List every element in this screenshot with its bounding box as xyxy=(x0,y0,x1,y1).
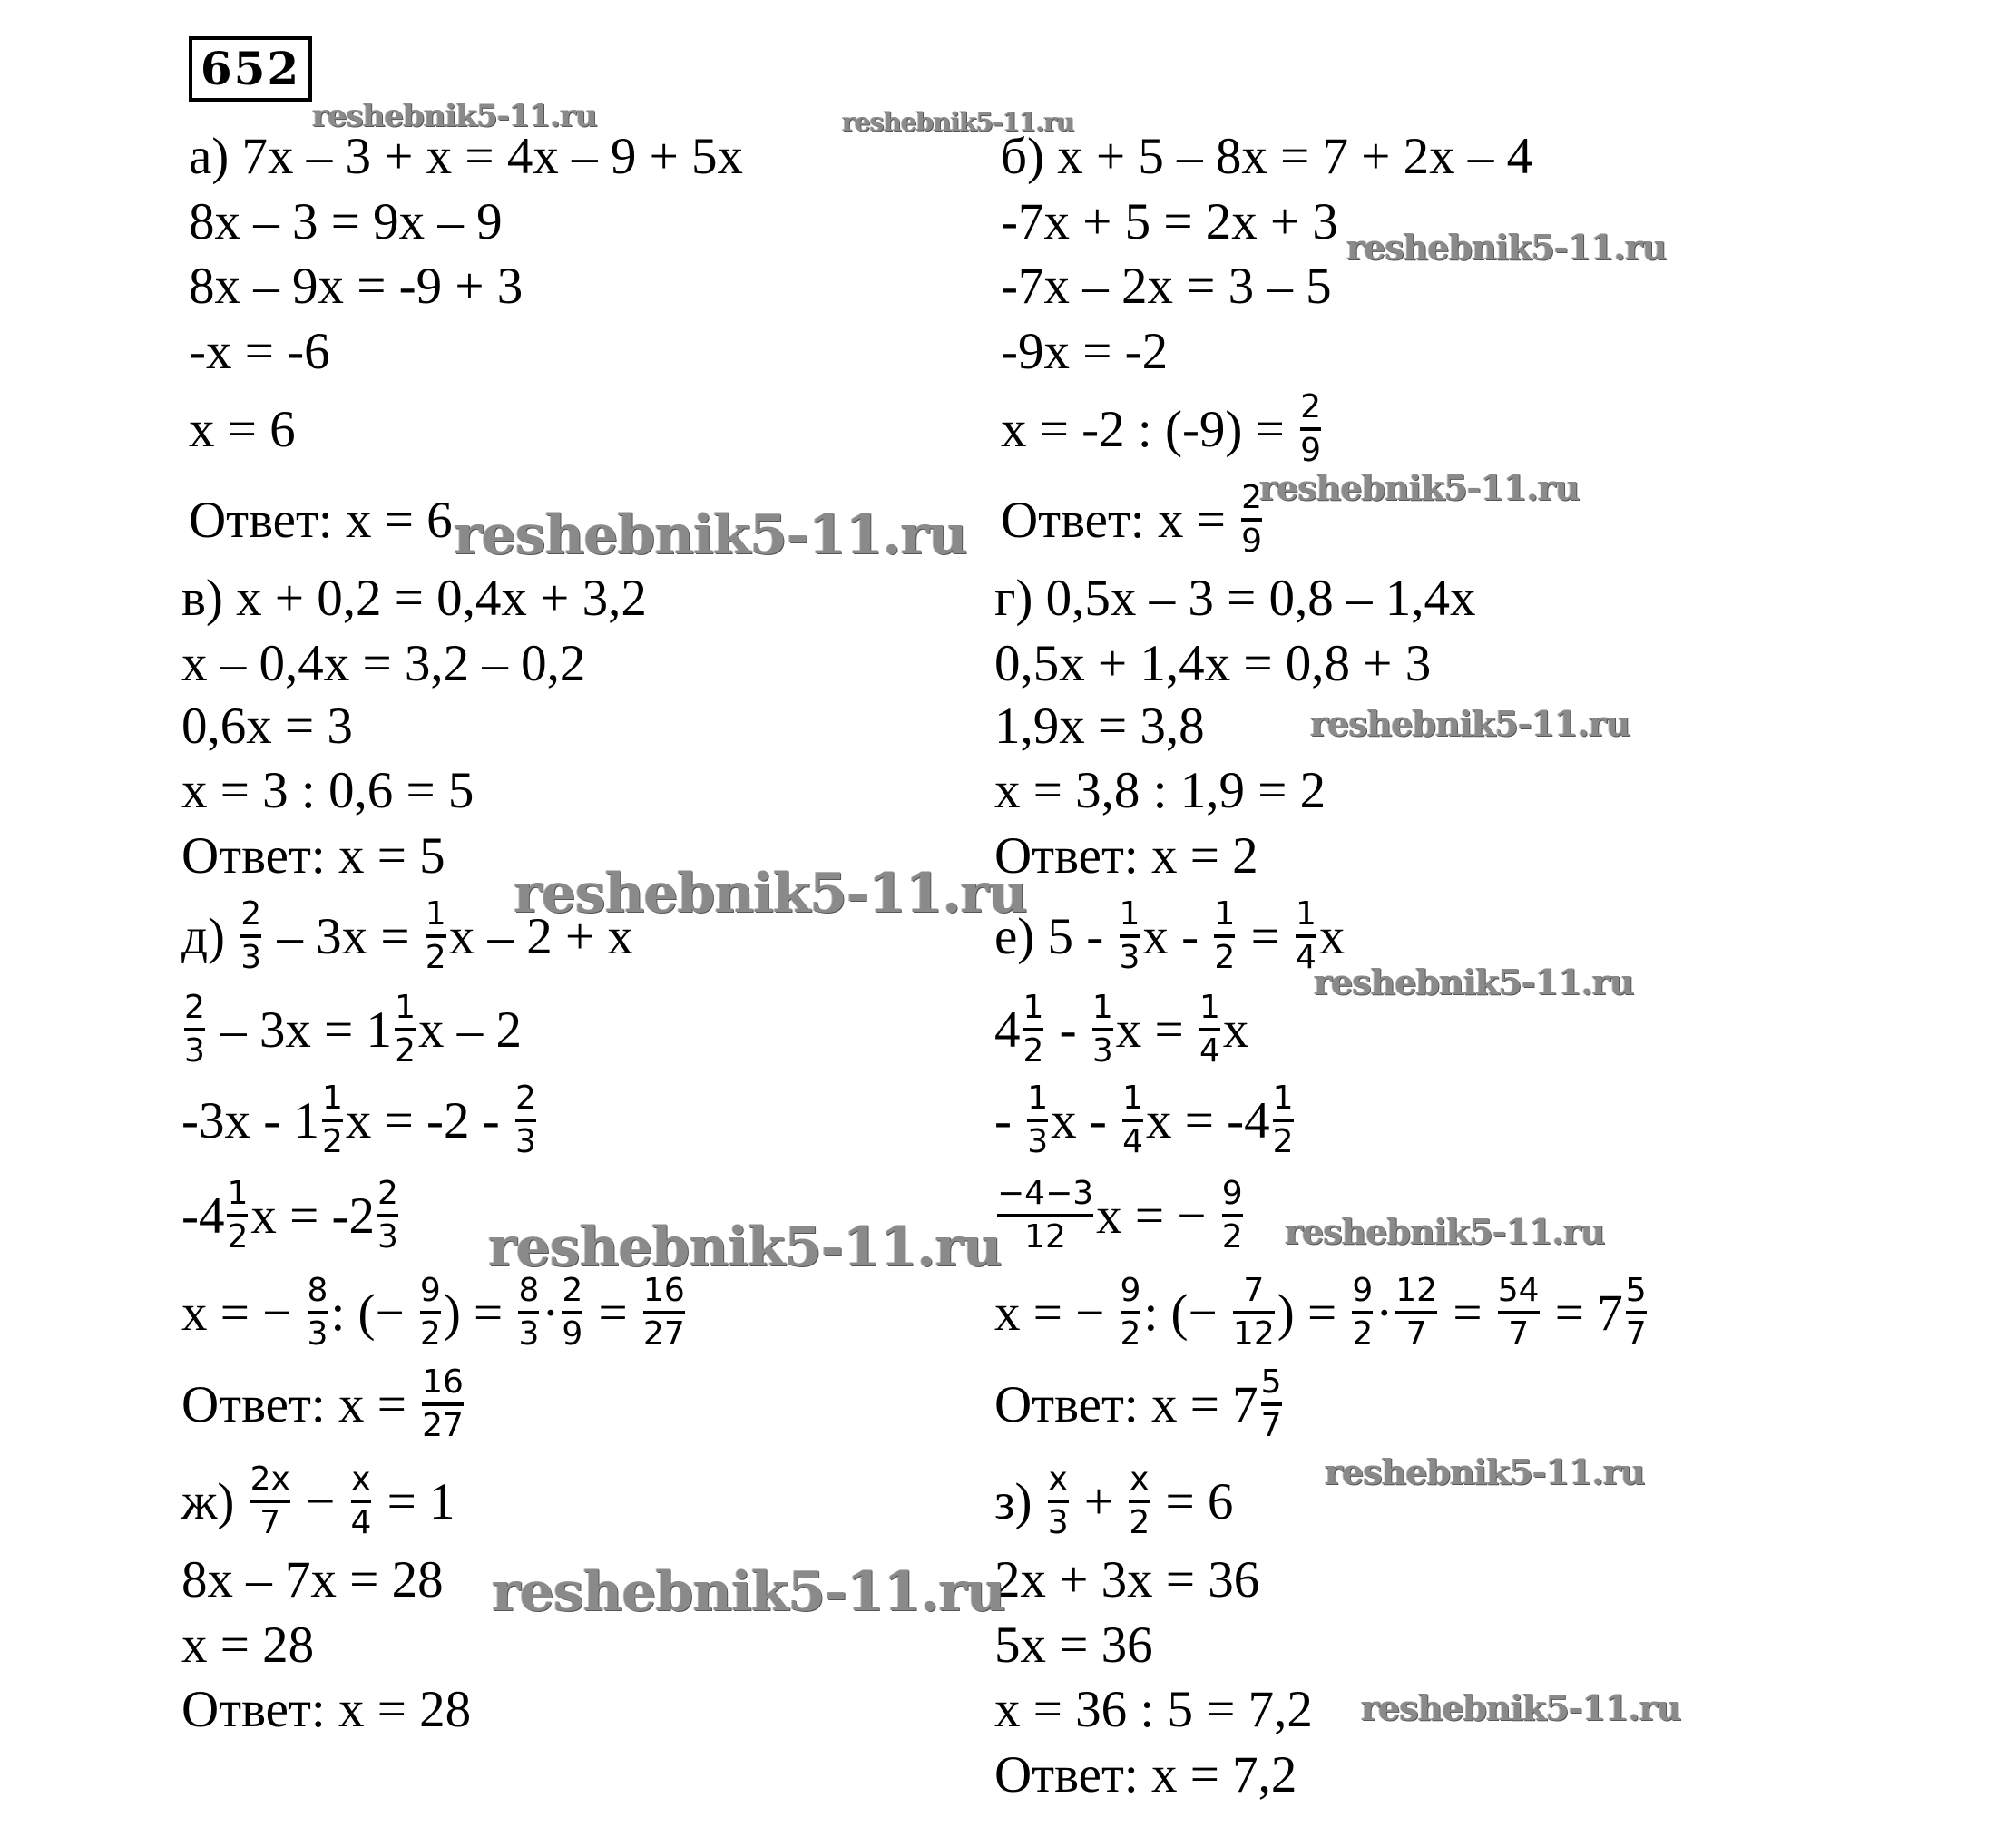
fraction xyxy=(518,1273,539,1353)
fraction-bar xyxy=(1027,1119,1048,1122)
watermark: reshebnik5-11.ru xyxy=(488,1216,1002,1279)
answer-line xyxy=(994,1363,1285,1444)
equation-text: -9x = -2 xyxy=(1001,322,1169,380)
equation-text: в) x + 0,2 = 0,4x + 3,2 xyxy=(181,569,647,627)
fraction-bar xyxy=(1300,427,1321,431)
fraction xyxy=(322,1080,343,1160)
denominator: 3 xyxy=(518,1315,540,1353)
numerator: 1 xyxy=(395,989,416,1026)
equation-line xyxy=(994,562,1476,634)
watermark: reshebnik5-11.ru xyxy=(842,107,1074,137)
equation-line xyxy=(181,754,474,826)
numerator: 9 xyxy=(1221,1175,1243,1212)
denominator: 2 xyxy=(1272,1123,1294,1160)
equation-text: x = -2 : (-9) = xyxy=(1001,400,1298,458)
fraction xyxy=(1122,1080,1143,1160)
equation-text: 4 xyxy=(994,1001,1021,1059)
equation-text: б) x + 5 – 8x = 7 + 2x – 4 xyxy=(1001,127,1533,185)
fraction-bar xyxy=(562,1311,582,1314)
numerator: 2 xyxy=(1300,388,1321,425)
equation-text: + xyxy=(1071,1472,1127,1530)
equation-text: г) 0,5x – 3 = 0,8 – 1,4x xyxy=(994,569,1476,627)
equation-text: Ответ: x = 6 xyxy=(189,491,453,549)
denominator: 7 xyxy=(1625,1315,1647,1353)
numerator: 1 xyxy=(1122,1080,1144,1117)
equation-line xyxy=(994,1080,1297,1160)
numerator: x xyxy=(1130,1461,1150,1498)
denominator: 3 xyxy=(1027,1123,1049,1160)
fraction xyxy=(1048,1461,1069,1541)
fraction xyxy=(351,1461,372,1541)
equation-text: -7x – 2x = 3 – 5 xyxy=(1001,257,1332,315)
equation-text: x = 6 xyxy=(189,400,296,458)
numerator: 16 xyxy=(642,1272,685,1309)
fraction-bar xyxy=(351,1500,372,1503)
fraction-bar xyxy=(240,934,261,938)
denominator: 4 xyxy=(350,1504,372,1541)
equation-line xyxy=(1001,315,1168,387)
equation-line xyxy=(994,627,1431,699)
equation-line xyxy=(181,562,647,634)
fraction xyxy=(1233,1273,1275,1353)
numerator: 2 xyxy=(514,1080,536,1117)
fraction-bar xyxy=(1296,934,1316,938)
denominator: 4 xyxy=(1199,1032,1220,1070)
fraction xyxy=(1027,1080,1048,1160)
equation-line xyxy=(1001,120,1532,192)
fraction-bar xyxy=(1214,934,1235,938)
answer-line xyxy=(181,819,445,892)
fraction-bar xyxy=(1352,1311,1373,1314)
denominator: 27 xyxy=(642,1315,685,1353)
denominator: 2 xyxy=(321,1123,343,1160)
denominator: 3 xyxy=(1091,1032,1113,1070)
denominator: 2 xyxy=(1214,939,1236,976)
numerator: 9 xyxy=(419,1272,441,1309)
fraction xyxy=(1121,1273,1141,1353)
numerator: 8 xyxy=(518,1272,540,1309)
equation-text: = 6 xyxy=(1152,1472,1234,1530)
denominator: 2 xyxy=(425,939,446,976)
numerator: 5 xyxy=(1260,1363,1282,1401)
fraction-bar xyxy=(1199,1028,1220,1031)
numerator: 1 xyxy=(1199,989,1220,1026)
equation-text: · xyxy=(542,1284,560,1342)
equation-text: Ответ: x = 7 xyxy=(994,1375,1258,1433)
denominator: 2 xyxy=(227,1218,249,1256)
fraction-bar xyxy=(1261,1402,1282,1406)
equation-text: а) 7x – 3 + x = 4x – 9 + 5x xyxy=(189,127,743,185)
fraction-bar xyxy=(518,1311,539,1314)
fraction-bar xyxy=(1498,1311,1540,1314)
equation-text: x = -2 xyxy=(250,1187,376,1245)
fraction xyxy=(1273,1080,1294,1160)
numerator: 1 xyxy=(227,1175,249,1212)
equation-line xyxy=(189,393,296,465)
denominator: 4 xyxy=(1295,939,1316,976)
fraction xyxy=(562,1273,582,1353)
watermark: reshebnik5-11.ru xyxy=(492,1560,1005,1624)
equation-line xyxy=(994,1543,1259,1616)
fraction xyxy=(308,1273,328,1353)
equation-line xyxy=(181,689,353,762)
equation-line xyxy=(189,315,330,387)
numerator: 2 xyxy=(1241,479,1263,516)
equation-text: ) = xyxy=(1277,1284,1350,1342)
answer-line xyxy=(1001,479,1265,560)
equation-text: Ответ: x = 28 xyxy=(181,1680,472,1738)
equation-text: x - xyxy=(1142,907,1212,965)
equation-line xyxy=(189,185,503,258)
fraction xyxy=(240,896,261,976)
watermark: reshebnik5-11.ru xyxy=(1310,703,1630,744)
fraction xyxy=(426,896,446,976)
fraction xyxy=(1352,1273,1373,1353)
fraction-bar xyxy=(395,1028,416,1031)
denominator: 7 xyxy=(1405,1315,1427,1353)
fraction-bar xyxy=(643,1311,685,1314)
denominator: 3 xyxy=(377,1218,398,1256)
equation-text: x – 0,4x = 3,2 – 0,2 xyxy=(181,634,586,692)
fraction-bar xyxy=(250,1500,290,1503)
denominator: 2 xyxy=(1129,1504,1150,1541)
equation-line xyxy=(189,249,523,322)
denominator: 12 xyxy=(1232,1315,1275,1353)
equation-line xyxy=(994,1461,1234,1541)
denominator: 2 xyxy=(395,1032,416,1070)
equation-text: x = -4 xyxy=(1146,1091,1270,1149)
equation-text: Ответ: x = xyxy=(1001,491,1239,549)
equation-text: Ответ: x = 7,2 xyxy=(994,1745,1297,1803)
equation-text: − xyxy=(292,1472,348,1530)
fraction-bar xyxy=(322,1119,343,1122)
fraction-bar xyxy=(422,1402,464,1406)
fraction-bar xyxy=(1241,518,1262,522)
denominator: 2 xyxy=(419,1315,441,1353)
denominator: 7 xyxy=(259,1504,281,1541)
numerator: 1 xyxy=(321,1080,343,1117)
equation-line xyxy=(181,627,585,699)
denominator: 4 xyxy=(1122,1123,1144,1160)
numerator: 16 xyxy=(422,1363,464,1401)
fraction xyxy=(1129,1461,1150,1541)
equation-line xyxy=(994,689,1205,762)
numerator: 2 xyxy=(240,895,262,933)
equation-line xyxy=(181,1272,688,1353)
watermark: reshebnik5-11.ru xyxy=(312,98,597,134)
equation-text: x = xyxy=(1115,1001,1197,1059)
equation-text: 0,5x + 1,4x = 0,8 + 3 xyxy=(994,634,1432,692)
equation-text: Ответ: x = 5 xyxy=(181,826,445,884)
fraction-bar xyxy=(227,1214,248,1217)
fraction xyxy=(1120,896,1140,976)
watermark: reshebnik5-11.ru xyxy=(454,503,967,567)
denominator: 2 xyxy=(1023,1032,1044,1070)
equation-text: x = 36 : 5 = 7,2 xyxy=(994,1680,1313,1738)
equation-text: - xyxy=(994,1091,1025,1149)
equation-text: : (− xyxy=(330,1284,417,1342)
fraction-bar xyxy=(1626,1311,1647,1314)
fraction xyxy=(1023,990,1044,1070)
denominator: 3 xyxy=(307,1315,328,1353)
numerator: 7 xyxy=(1243,1272,1265,1309)
equation-line xyxy=(994,1175,1246,1256)
numerator: 1 xyxy=(1119,895,1140,933)
fraction xyxy=(515,1080,536,1160)
equation-text: x xyxy=(1222,1001,1249,1059)
fraction xyxy=(643,1273,685,1353)
equation-line xyxy=(994,754,1326,826)
equation-text: · xyxy=(1375,1284,1394,1342)
equation-text: = 7 xyxy=(1541,1284,1623,1342)
fraction-bar xyxy=(1023,1028,1044,1031)
fraction xyxy=(1626,1273,1647,1353)
fraction xyxy=(997,1176,1093,1256)
numerator: 2 xyxy=(377,1175,398,1212)
equation-text: -4 xyxy=(181,1187,225,1245)
watermark: reshebnik5-11.ru xyxy=(1285,1211,1605,1252)
numerator: 1 xyxy=(1272,1080,1294,1117)
equation-text: x = 3,8 : 1,9 = 2 xyxy=(994,761,1326,819)
fraction xyxy=(422,1364,464,1444)
fraction xyxy=(227,1176,248,1256)
equation-text: = 1 xyxy=(374,1472,455,1530)
numerator: 5 xyxy=(1625,1272,1647,1309)
answer-line xyxy=(994,1738,1297,1811)
equation-text: = xyxy=(1440,1284,1495,1342)
denominator: 12 xyxy=(1024,1218,1066,1256)
equation-text: -7x + 5 = 2x + 3 xyxy=(1001,192,1338,250)
fraction-bar xyxy=(515,1119,536,1122)
equation-line xyxy=(1001,388,1324,469)
equation-text: x = − xyxy=(994,1284,1118,1342)
equation-text: : (− xyxy=(1143,1284,1230,1342)
fraction-bar xyxy=(308,1311,328,1314)
denominator: 2 xyxy=(1221,1218,1243,1256)
numerator: −4−3 xyxy=(997,1175,1094,1212)
numerator: 1 xyxy=(1091,989,1113,1026)
fraction-bar xyxy=(1222,1214,1243,1217)
numerator: 9 xyxy=(1120,1272,1141,1309)
denominator: 3 xyxy=(514,1123,536,1160)
numerator: 9 xyxy=(1352,1272,1374,1309)
fraction-bar xyxy=(1092,1028,1113,1031)
answer-line xyxy=(181,1363,466,1444)
numerator: 2 xyxy=(562,1272,583,1309)
denominator: 3 xyxy=(184,1032,205,1070)
denominator: 7 xyxy=(1508,1315,1530,1353)
equation-text: - xyxy=(1046,1001,1090,1059)
equation-text: Ответ: x = 2 xyxy=(994,826,1258,884)
equation-text: 8x – 3 = 9x – 9 xyxy=(189,192,503,250)
equation-text: 0,6x = 3 xyxy=(181,697,353,755)
fraction xyxy=(250,1461,290,1541)
fraction xyxy=(1261,1364,1282,1444)
equation-text: 8x – 9x = -9 + 3 xyxy=(189,257,524,315)
answer-line xyxy=(994,819,1258,892)
answer-line xyxy=(189,484,453,556)
equation-text: – 3x = xyxy=(264,907,423,965)
equation-text: x = − xyxy=(1096,1187,1219,1245)
denominator: 9 xyxy=(1300,432,1321,469)
fraction-bar xyxy=(1273,1119,1294,1122)
numerator: 2 xyxy=(184,989,205,1026)
equation-line xyxy=(994,1608,1153,1681)
equation-text: 1,9x = 3,8 xyxy=(994,697,1205,755)
equation-text: x = -2 - xyxy=(345,1091,513,1149)
equation-text: x – 2 + x xyxy=(448,907,633,965)
denominator: 9 xyxy=(562,1315,583,1353)
equation-line xyxy=(181,1080,539,1160)
fraction-bar xyxy=(1395,1311,1437,1314)
denominator: 9 xyxy=(1241,523,1263,560)
equation-line xyxy=(181,1175,401,1256)
denominator: 3 xyxy=(1119,939,1140,976)
equation-text: x - xyxy=(1051,1091,1121,1149)
denominator: 2 xyxy=(1352,1315,1374,1353)
equation-line xyxy=(181,1543,444,1616)
watermark: reshebnik5-11.ru xyxy=(1346,227,1667,268)
fraction-bar xyxy=(1233,1311,1275,1314)
equation-line xyxy=(994,1673,1313,1745)
equation-text: 5x = 36 xyxy=(994,1616,1153,1674)
equation-line xyxy=(181,989,522,1070)
watermark: reshebnik5-11.ru xyxy=(1361,1687,1681,1728)
watermark: reshebnik5-11.ru xyxy=(514,862,1027,925)
numerator: 2x xyxy=(250,1461,290,1498)
denominator: 2 xyxy=(1120,1315,1141,1353)
task-number: 652 xyxy=(189,36,312,102)
equation-text: x – 2 xyxy=(417,1001,522,1059)
fraction xyxy=(1395,1273,1437,1353)
numerator: x xyxy=(351,1461,371,1498)
equation-line xyxy=(181,1461,455,1541)
equation-text: Ответ: x = xyxy=(181,1375,420,1433)
numerator: 54 xyxy=(1497,1272,1540,1309)
numerator: 1 xyxy=(1214,895,1236,933)
equation-text: 2x + 3x = 36 xyxy=(994,1550,1260,1608)
equation-text: = xyxy=(585,1284,641,1342)
watermark: reshebnik5-11.ru xyxy=(1259,467,1580,508)
denominator: 7 xyxy=(1260,1407,1282,1444)
denominator: 3 xyxy=(240,939,262,976)
equation-text: x = − xyxy=(181,1284,305,1342)
fraction-bar xyxy=(1120,934,1140,938)
fraction-bar xyxy=(377,1214,398,1217)
fraction xyxy=(184,990,205,1070)
watermark: reshebnik5-11.ru xyxy=(1325,1451,1645,1492)
equation-text: -x = -6 xyxy=(189,322,330,380)
fraction xyxy=(1222,1176,1243,1256)
fraction xyxy=(395,990,416,1070)
denominator: 27 xyxy=(422,1407,464,1444)
fraction-bar xyxy=(420,1311,441,1314)
equation-text: з) xyxy=(994,1472,1045,1530)
fraction xyxy=(420,1273,441,1353)
numerator: 12 xyxy=(1395,1272,1438,1309)
fraction xyxy=(1092,990,1113,1070)
fraction xyxy=(377,1176,398,1256)
fraction-bar xyxy=(184,1028,205,1031)
equation-text: x = 3 : 0,6 = 5 xyxy=(181,761,475,819)
fraction xyxy=(1498,1273,1540,1353)
denominator: 3 xyxy=(1047,1504,1069,1541)
equation-text: x xyxy=(1318,907,1346,965)
equation-line xyxy=(994,1272,1649,1353)
numerator: 8 xyxy=(307,1272,328,1309)
fraction-bar xyxy=(426,934,446,938)
equation-line xyxy=(994,989,1249,1070)
fraction xyxy=(1199,990,1220,1070)
fraction-bar xyxy=(1122,1119,1143,1122)
watermark: reshebnik5-11.ru xyxy=(1314,962,1634,1002)
equation-text: 8x – 7x = 28 xyxy=(181,1550,444,1608)
fraction-bar xyxy=(1048,1500,1069,1503)
fraction-bar xyxy=(1121,1311,1141,1314)
equation-text: -3x - 1 xyxy=(181,1091,319,1149)
numerator: 1 xyxy=(1295,895,1316,933)
equation-text: – 3x = 1 xyxy=(207,1001,393,1059)
equation-line xyxy=(1001,249,1332,322)
numerator: x xyxy=(1048,1461,1068,1498)
fraction xyxy=(1300,389,1321,469)
equation-line xyxy=(181,1608,314,1681)
numerator: 1 xyxy=(1027,1080,1049,1117)
fraction xyxy=(1214,896,1235,976)
numerator: 1 xyxy=(1023,989,1044,1026)
equation-text: е) 5 - xyxy=(994,907,1117,965)
equation-line xyxy=(994,895,1346,976)
fraction-bar xyxy=(1129,1500,1150,1503)
equation-text: д) xyxy=(181,907,239,965)
equation-text: x = 28 xyxy=(181,1616,315,1674)
equation-text: ж) xyxy=(181,1472,248,1530)
numerator: 1 xyxy=(425,895,446,933)
answer-line xyxy=(181,1673,471,1745)
equation-line xyxy=(1001,185,1338,258)
equation-text: = xyxy=(1238,907,1293,965)
equation-text: ) = xyxy=(443,1284,516,1342)
fraction-bar xyxy=(997,1214,1093,1217)
